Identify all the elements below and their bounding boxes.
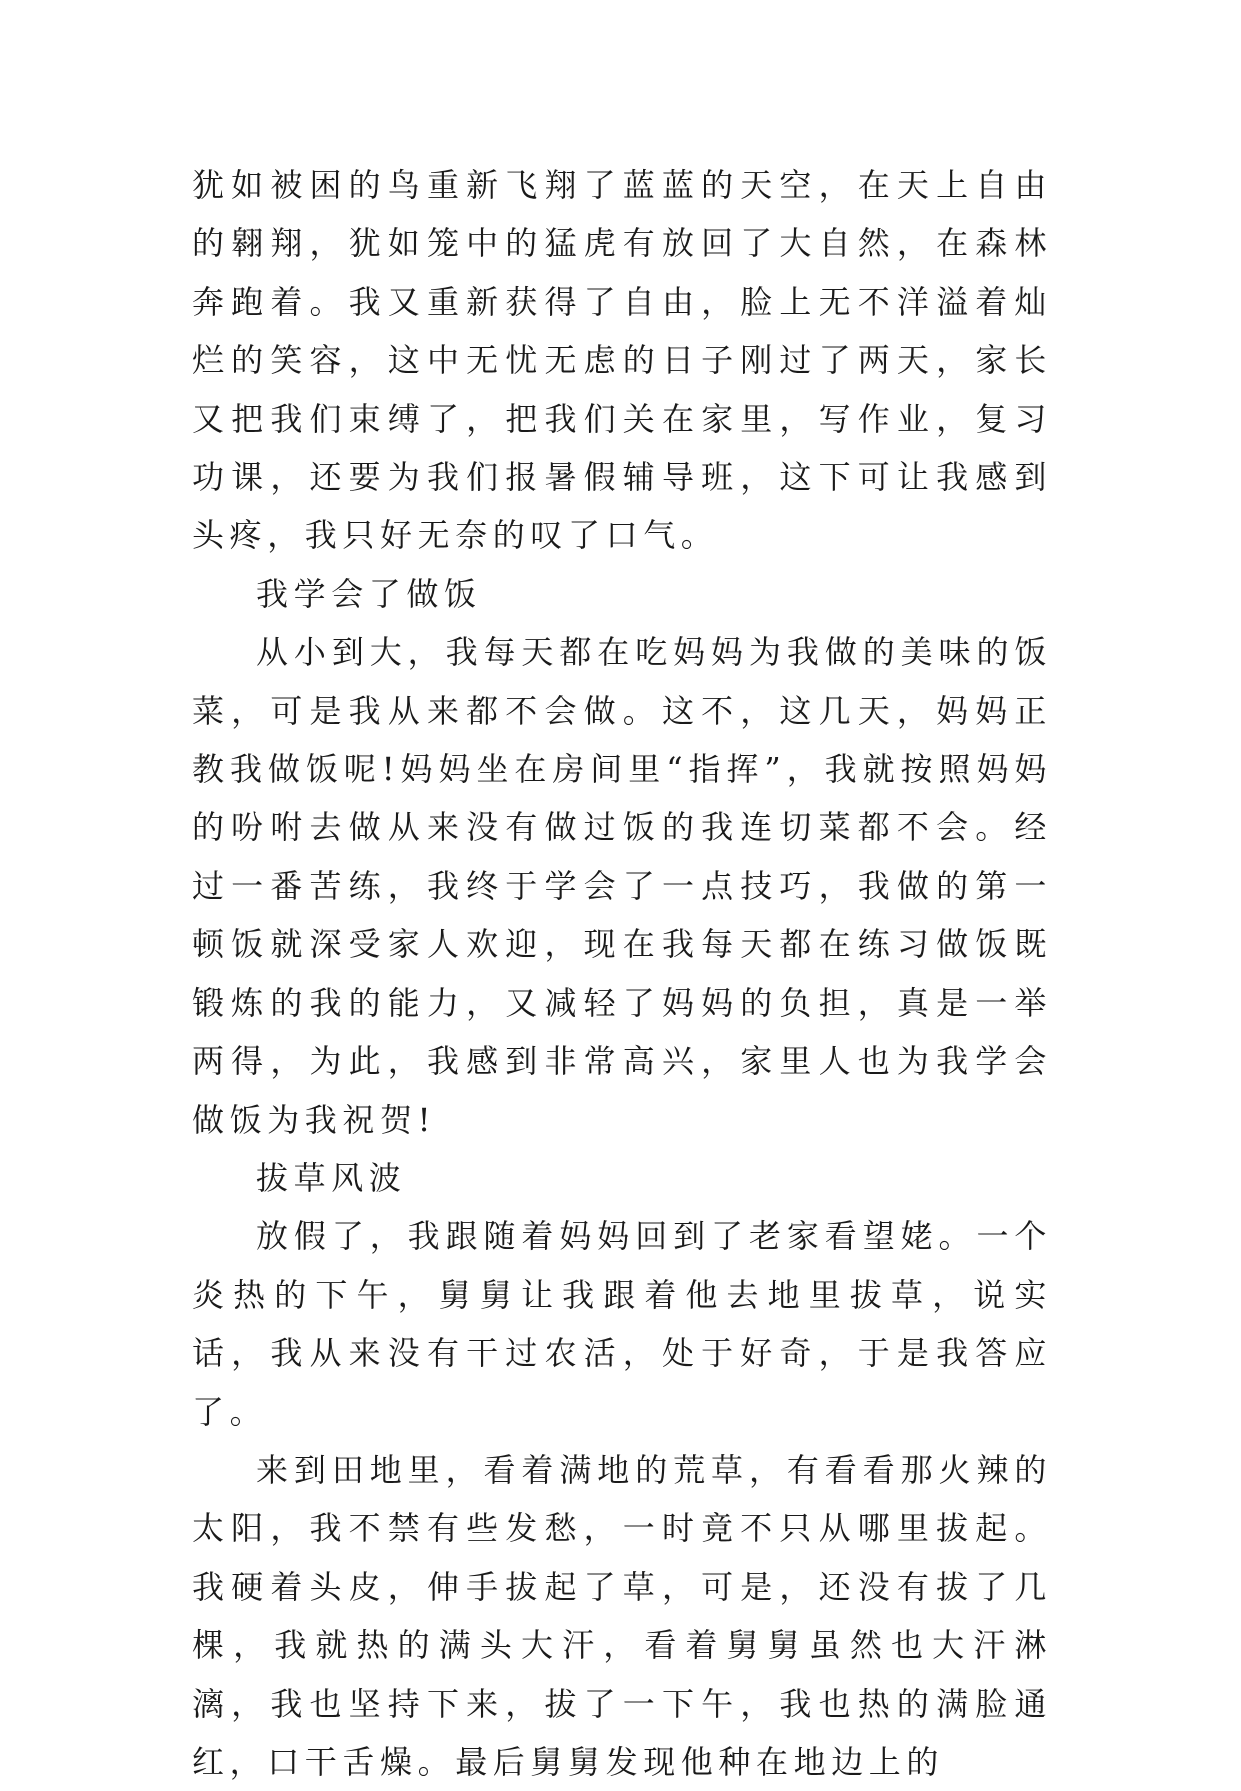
section-heading: 我学会了做饭 (256, 574, 482, 613)
body-paragraph: 从小到大，我每天都在吃妈妈为我做的美味的饭菜，可是我从来都不会做。这不，这几天，妈妈正教我做饭呢!妈妈坐在房间里“指挥”，我就按照妈妈的吩咐去做从来没有做过饭的我连切菜都不会。经过一番苦练，我终于学会了一点技巧，我做的第一顿饭就深受家人欢迎，现在我每天都在练习做饭既锻炼的我的能力，又减轻了妈妈的负担，真是一举两得，为此，我感到非常高兴，家里人也为我学会做饭为我祝贺! (192, 633, 1052, 1139)
section-heading: 拔草风波 (256, 1158, 407, 1197)
body-paragraph: 来到田地里，看着满地的荒草，有看看那火辣的太阳，我不禁有些发愁，一时竟不只从哪里拔起。我硬着头皮，伸手拔起了草，可是，还没有拔了几棵，我就热的满头大汗，看着舅舅虽然也大汗淋漓，我也坚持下来，拔了一下午，我也热的满脸通红，口干舌燥。最后舅舅发现他种在地边上的 (192, 1450, 1052, 1781)
document-page (192, 156, 1052, 1791)
body-paragraph: 犹如被困的鸟重新飞翔了蓝蓝的天空，在天上自由的翱翔，犹如笼中的猛虎有放回了大自然，在森林奔跑着。我又重新获得了自由，脸上无不洋溢着灿烂的笑容，这中无忧无虑的日子刚过了两天，家长又把我们束缚了，把我们关在家里，写作业，复习功课，还要为我们报暑假辅导班，这下可让我感到头疼，我只好无奈的叹了口气。 (192, 166, 1052, 555)
body-paragraph: 放假了，我跟随着妈妈回到了老家看望姥。一个炎热的下午，舅舅让我跟着他去地里拔草，说实话，我从来没有干过农活，处于好奇，于是我答应了。 (192, 1217, 1052, 1431)
